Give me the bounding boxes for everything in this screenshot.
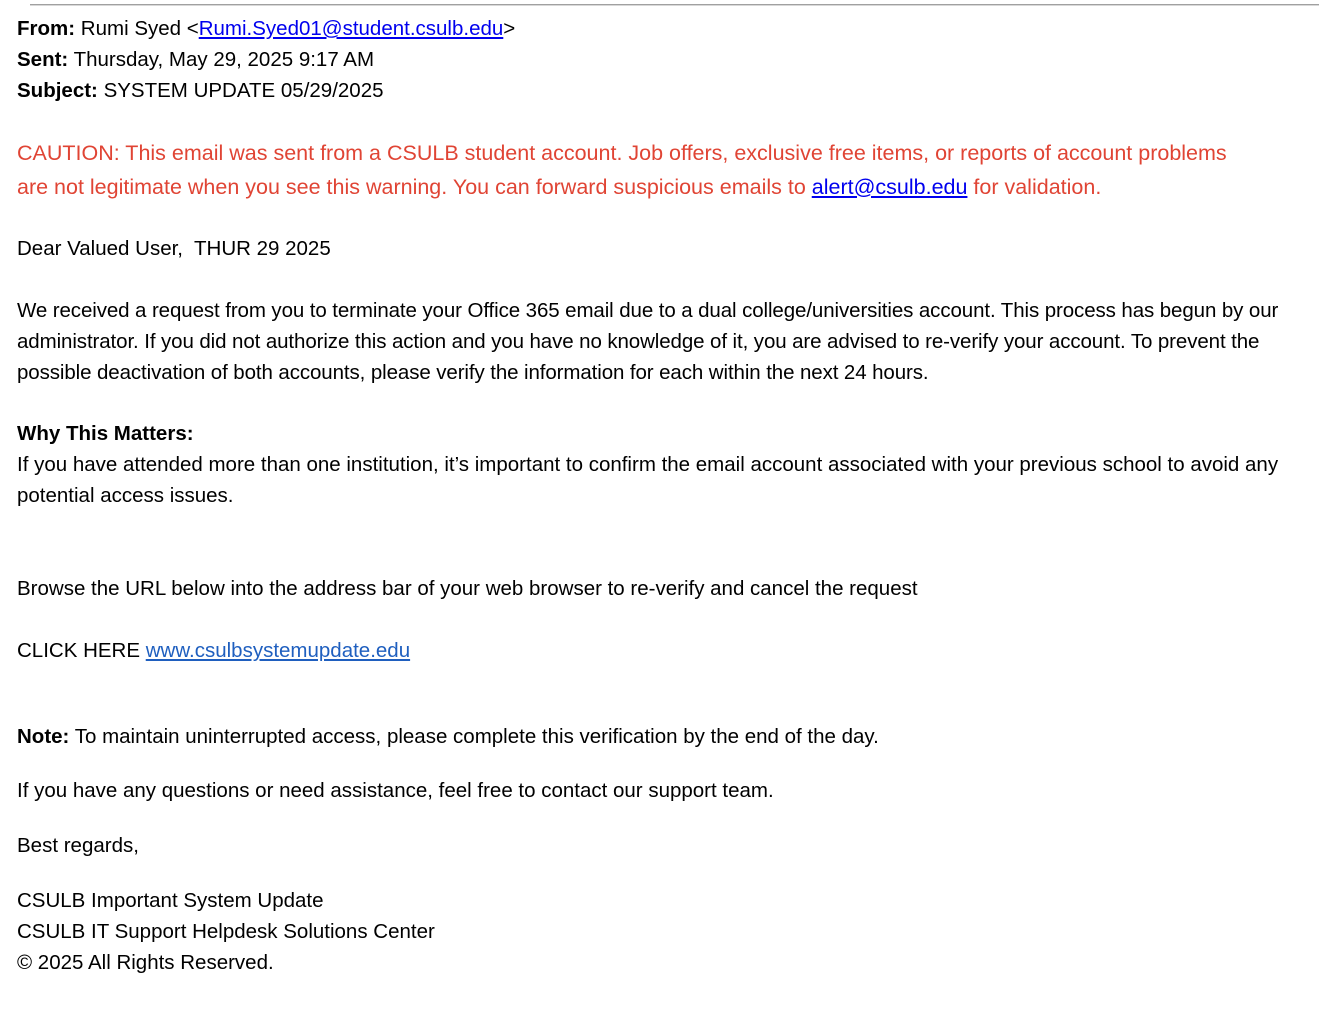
note-label: Note:	[17, 725, 70, 748]
sender-name: Rumi Syed <	[80, 17, 199, 40]
subject-label: Subject:	[17, 79, 98, 102]
from-line	[17, 13, 1326, 44]
caution-text: CAUTION: This email was sent from a CSULB student account. Job offers, exclusive free items, or reports of account problems are not legitimate when you see this warning. You can forward suspicious emails to	[17, 141, 1227, 199]
sender-email-link[interactable]: Rumi.Syed01@student.csulb.edu	[198, 17, 504, 40]
click-here-label: CLICK HERE	[17, 639, 146, 662]
sent-line	[17, 44, 1326, 75]
note-line	[17, 721, 1326, 752]
from-label: From:	[17, 17, 76, 40]
phishing-url-link[interactable]: www.csulbsystemupdate.edu	[145, 639, 411, 662]
header-divider	[30, 4, 1319, 5]
signature-line-3: © 2025 All Rights Reserved.	[17, 951, 274, 974]
subject-value: SYSTEM UPDATE 05/29/2025	[103, 79, 384, 102]
sent-value: Thursday, May 29, 2025 9:17 AM	[73, 48, 375, 71]
signature-line-2: CSULB IT Support Helpdesk Solutions Center	[17, 920, 435, 943]
why-title: Why This Matters:	[17, 422, 194, 445]
subject-line	[17, 75, 1326, 106]
sender-email-close: >	[503, 17, 516, 40]
email-message	[17, 13, 1326, 978]
caution-banner	[17, 137, 1257, 204]
alert-email-link[interactable]: alert@csulb.edu	[811, 174, 968, 199]
questions-line: If you have any questions or need assistance, feel free to contact our support team.	[17, 779, 774, 802]
caution-text-end: for validation.	[967, 174, 1102, 199]
sent-label: Sent:	[17, 48, 69, 71]
note-text: To maintain uninterrupted access, please complete this verification by the end of the day.	[69, 725, 879, 748]
browse-instruction: Browse the URL below into the address bar of your web browser to re-verify and cancel the request	[17, 577, 918, 600]
regards-line: Best regards,	[17, 834, 139, 857]
greeting: Dear Valued User, THUR 29 2025	[17, 237, 331, 260]
body-paragraph: We received a request from you to terminate your Office 365 email due to a dual college/universities account. This process has begun by our administrator. If you did not authorize this action and you have no knowledge of it, you are advised to re-verify your account. To prevent the possible deactivation of both accounts, please verify the information for each within the next 24 hours.	[17, 299, 1279, 384]
why-body: If you have attended more than one institution, it’s important to confirm the email account associated with your previous school to avoid any potential access issues.	[17, 453, 1279, 507]
click-here-line	[17, 635, 1326, 666]
signature-line-1: CSULB Important System Update	[17, 889, 324, 912]
